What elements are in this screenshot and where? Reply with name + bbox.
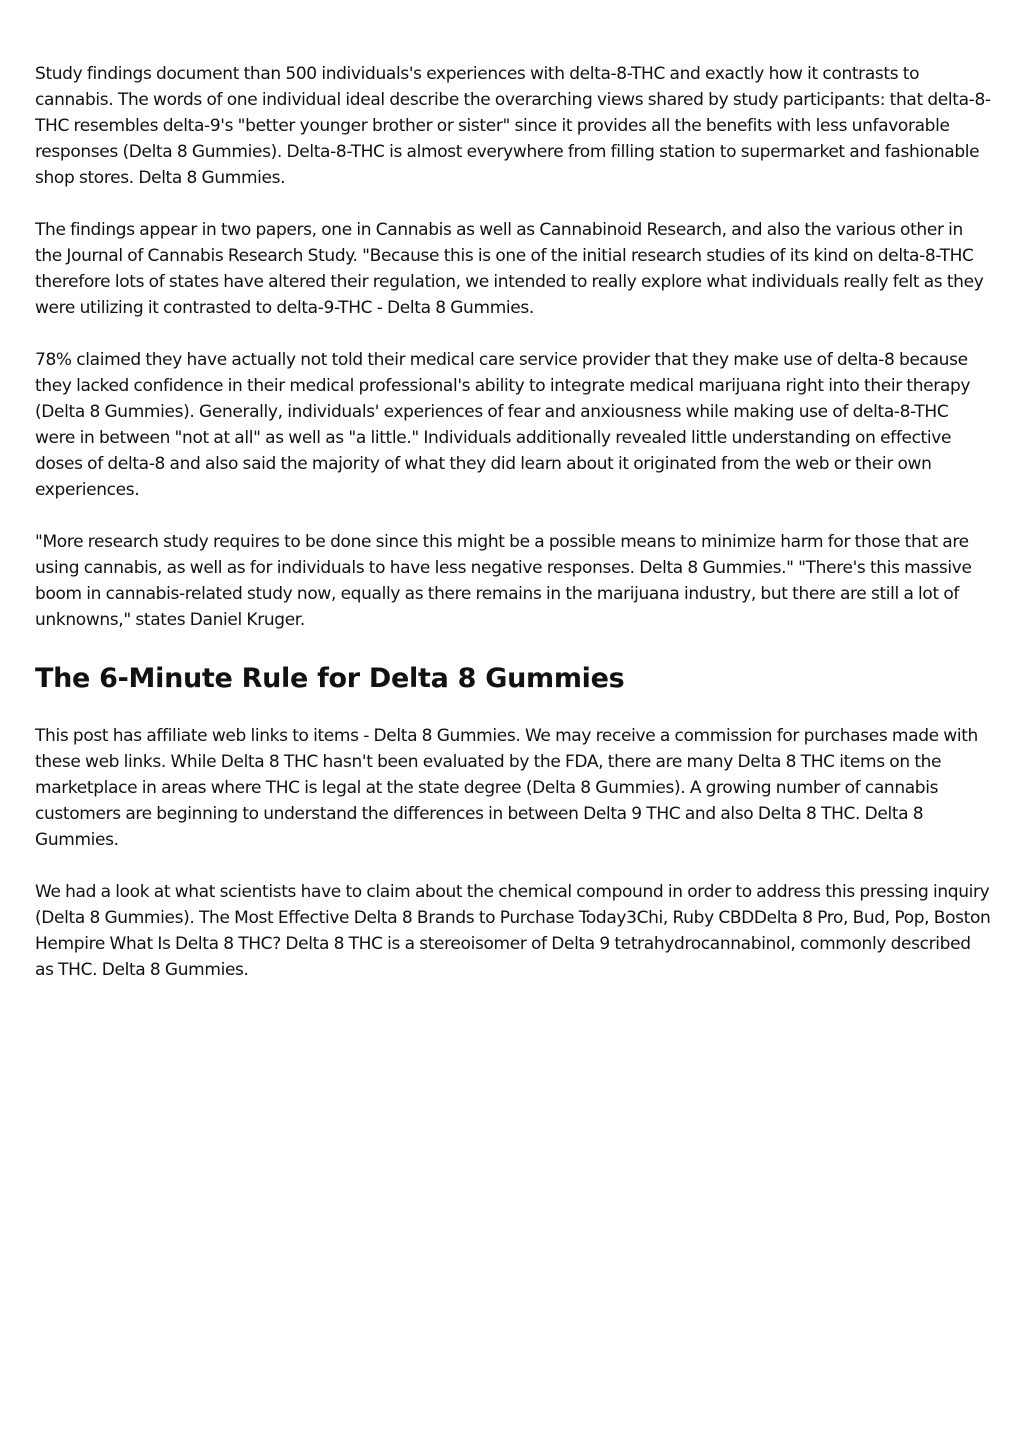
paragraph-medical-care: 78% claimed they have actually not told their medical care service provider that they make use of delta-8 because they lacked confidence in their medical professional's ability to integrate medical marijuana right into their therapy (Delta 8 Gummies). Generally, individuals' experiences of fear and anxiousness while making use of delta-8-THC were in between "not at all" as well as "a little." Individuals additionally revealed little understanding on effective doses of delta-8 and also said the majority of what they did learn about it originated from the web or their own experiences.: [35, 350, 971, 500]
paragraph-two-papers: The findings appear in two papers, one in Cannabis as well as Cannabinoid Research, and also the various other in the Journal of Cannabis Research Study. "Because this is one of the initial research studies of its kind on delta-8-THC therefore lots of states have altered their regulation, we intended to really explore what individuals really felt as they were utilizing it contrasted to delta-9-THC - Delta 8 Gummies.: [35, 220, 984, 318]
paragraph-more-research: "More research study requires to be done since this might be a possible means to minimize harm for those that are using cannabis, as well as for individuals to have less negative responses. Delta 8 Gummies." "There's this massive boom in cannabis-related study now, equally as there remains in the marijuana industry, but there are still a lot of unknowns," states Daniel Kruger.: [35, 532, 972, 630]
document-page: [35, 61, 991, 1009]
paragraph-study-findings: Study findings document than 500 individuals's experiences with delta-8-THC and exactly how it contrasts to cannabis. The words of one individual ideal describe the overarching views shared by study participants: that delta-8-THC resembles delta-9's "better younger brother or sister" since it provides all the benefits with less unfavorable responses (Delta 8 Gummies). Delta-8-THC is almost everywhere from filling station to supermarket and fashionable shop stores. Delta 8 Gummies.: [35, 64, 991, 188]
paragraph-chemical-compound: We had a look at what scientists have to claim about the chemical compound in order to address this pressing inquiry (Delta 8 Gummies). The Most Effective Delta 8 Brands to Purchase Today3Chi, Ruby CBDDelta 8 Pro, Bud, Pop, Boston Hempire What Is Delta 8 THC? Delta 8 THC is a stereoisomer of Delta 9 tetrahydrocannabinol, commonly described as THC. Delta 8 Gummies.: [35, 882, 991, 980]
paragraph-affiliate-links: This post has affiliate web links to items - Delta 8 Gummies. We may receive a commission for purchases made with these web links. While Delta 8 THC hasn't been evaluated by the FDA, there are many Delta 8 THC items on the marketplace in areas where THC is legal at the state degree (Delta 8 Gummies). A growing number of cannabis customers are beginning to understand the differences in between Delta 9 THC and also Delta 8 THC. Delta 8 Gummies.: [35, 726, 978, 850]
section-heading: The 6-Minute Rule for Delta 8 Gummies: [35, 663, 625, 694]
